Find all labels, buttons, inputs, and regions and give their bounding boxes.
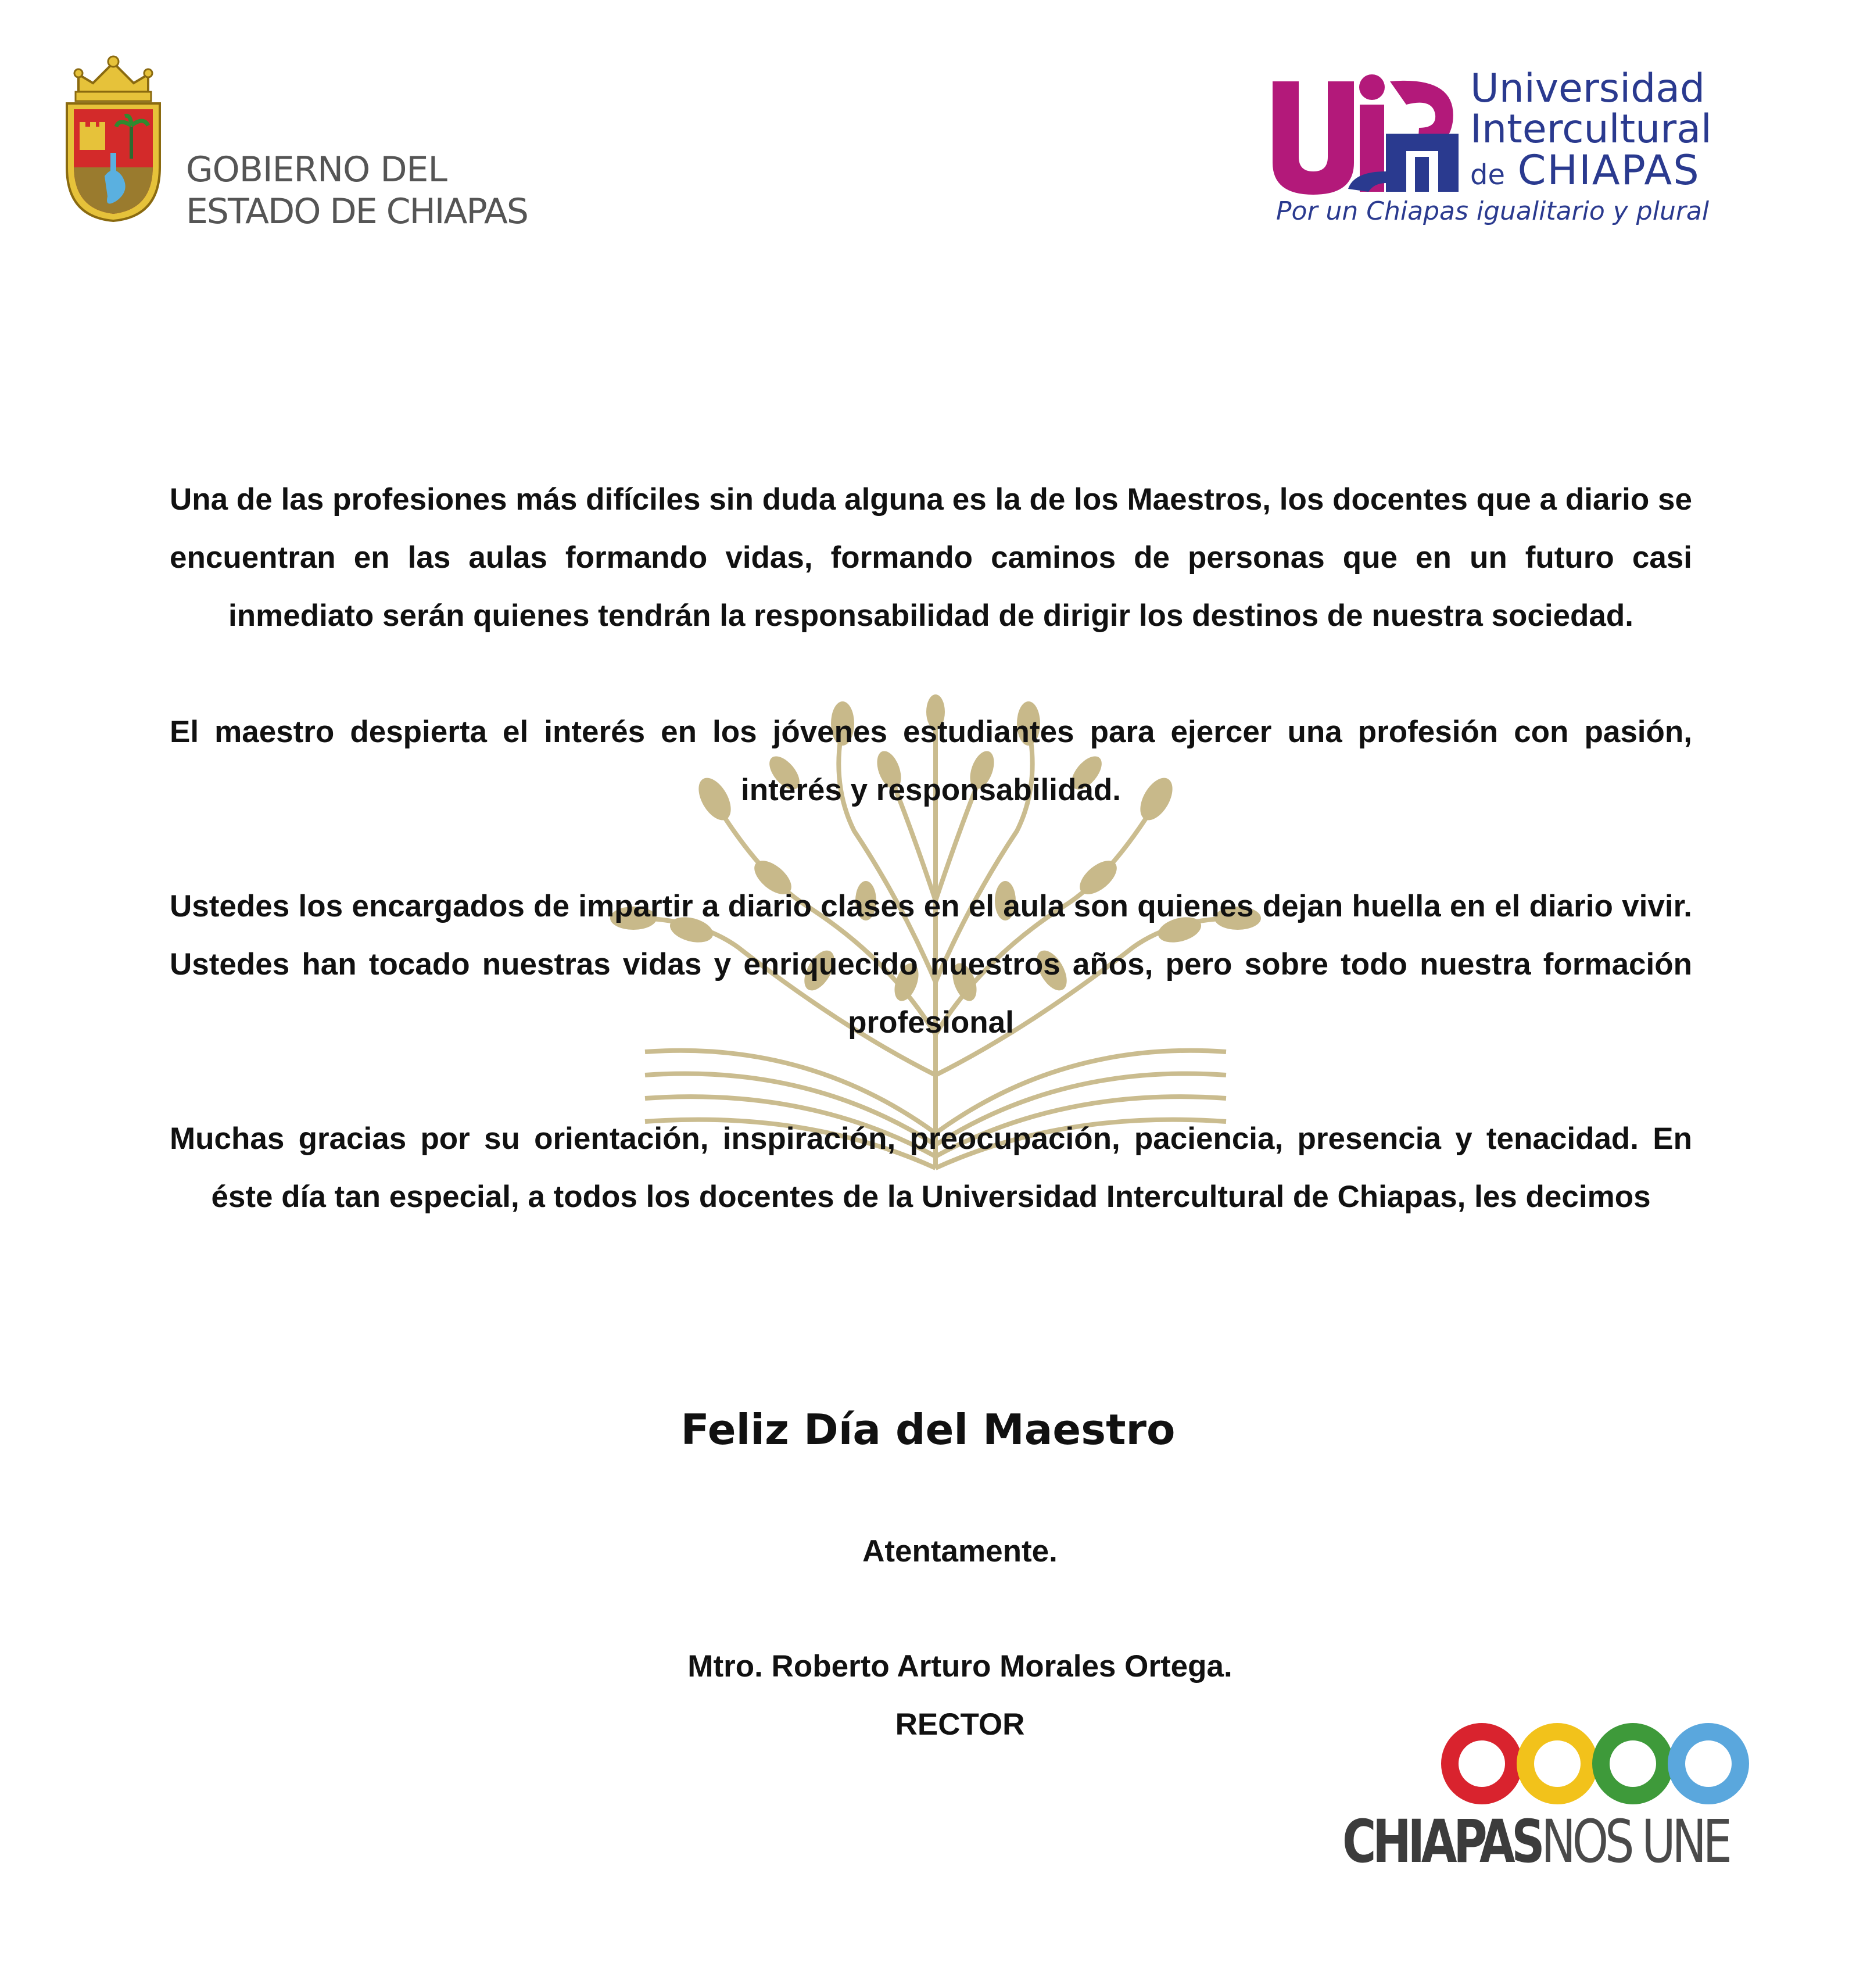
government-name — [186, 149, 528, 232]
government-line-1: GOBIERNO DEL — [186, 149, 447, 190]
letter-body — [170, 471, 1692, 1284]
government-line-2: ESTADO DE CHIAPAS — [186, 191, 528, 232]
university-name-line-3 — [1470, 146, 1712, 195]
paragraph-4: Muchas gracias por su orientación, inspiración, preocupación, paciencia, presencia y tenacidad. En éste día tan especial, a todos los docentes de la Universidad Intercultural de Chiapas, les decimos — [170, 1122, 1692, 1214]
government-logo — [61, 51, 543, 231]
greeting-title: Feliz Día del Maestro — [680, 1405, 1176, 1454]
brand-strong: CHIAPAS — [1342, 1807, 1542, 1876]
university-name-de: de — [1470, 159, 1505, 191]
chiapas-nos-une-text — [1342, 1807, 1729, 1877]
chiapas-coat-of-arms-icon — [61, 51, 166, 225]
signer-title: RECTOR — [895, 1707, 1025, 1742]
university-slogan: Por un Chiapas igualitario y plural — [1276, 196, 1710, 226]
paragraph-3: Ustedes los encargados de impartir a diario clases en el aula son quienes dejan huella en el diario vivir. Ustedes han tocado nuestras vidas y enriquecido nuestros años, pero sobre todo nuestra formación profesional — [170, 889, 1692, 1040]
paragraph-1: Una de las profesiones más difíciles sin duda alguna es la de los Maestros, los docentes que a diario se encuentran en las aulas formando vidas, formando caminos de personas que en un futuro casi inmediato serán quienes tendrán la responsabilidad de dirigir los destinos de nuestra sociedad. — [170, 482, 1692, 633]
university-logo — [1267, 64, 1749, 232]
unich-logo-icon — [1267, 70, 1464, 203]
paragraph-2: El maestro despierta el interés en los jóvenes estudiantes para ejercer una profesión con pasión, interés y responsabilidad. — [170, 715, 1692, 807]
university-name-line-2: Intercultural — [1470, 106, 1712, 152]
signer-name: Mtro. Roberto Arturo Morales Ortega. — [687, 1649, 1232, 1683]
university-name — [1470, 66, 1712, 195]
brand-light: NOS UNE — [1541, 1807, 1729, 1876]
closing-text: Atentamente. — [862, 1534, 1058, 1568]
university-name-line-1: Universidad — [1470, 66, 1705, 112]
university-name-chiapas: CHIAPAS — [1517, 146, 1700, 194]
